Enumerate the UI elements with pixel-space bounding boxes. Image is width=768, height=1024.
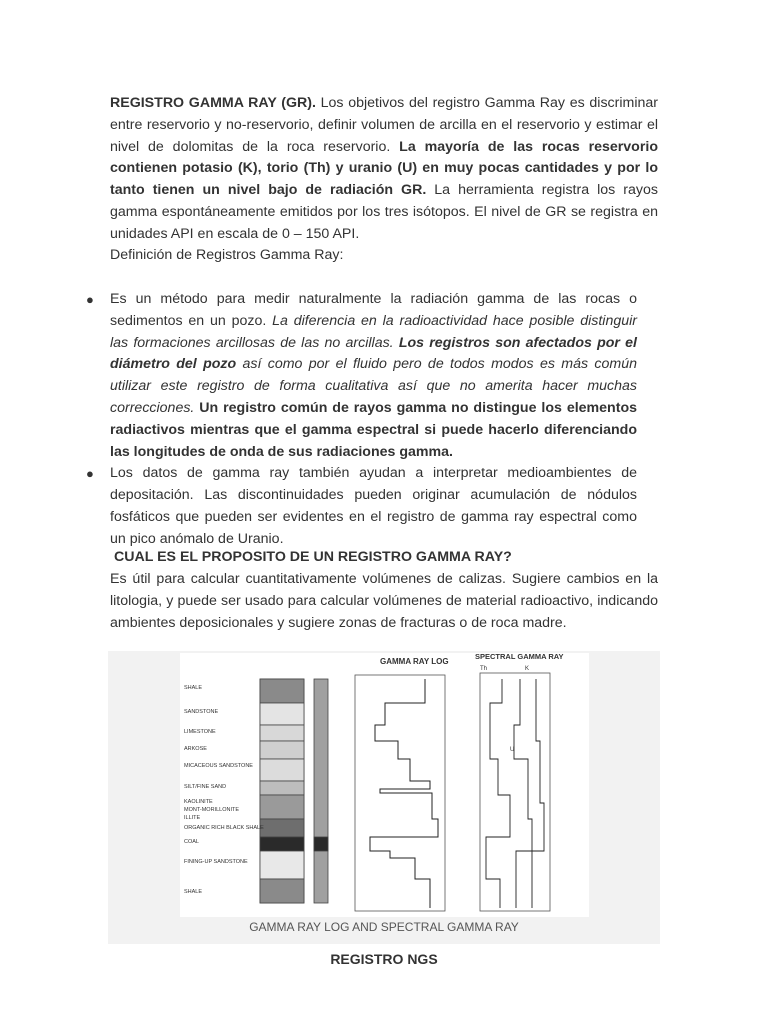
spectral-title: SPECTRAL GAMMA RAY (475, 653, 564, 661)
lithology-labels (184, 685, 264, 895)
lithology-label: ARKOSE (184, 746, 207, 752)
figure (108, 651, 660, 944)
spectral-label-u: U (510, 747, 515, 753)
lithology-label: SHALE (184, 889, 203, 895)
lithology-label: COAL (184, 839, 199, 845)
lithology-label: ORGANIC RICH BLACK SHALE (184, 825, 264, 831)
section-heading: CUAL ES EL PROPOSITO DE UN REGISTRO GAMMA RAY? (114, 549, 512, 565)
bullet-list (86, 289, 637, 551)
lithology-label: SHALE (184, 685, 203, 691)
gamma-ray-log-image (180, 653, 589, 917)
lithology-label: KAOLINITE (184, 799, 213, 805)
lithology-label: ILLITE (184, 815, 201, 821)
lithology-label: MONT-MORILLONITE (184, 807, 240, 813)
borehole-column (314, 679, 328, 903)
section-heading-ngs: REGISTRO NGS (330, 951, 438, 967)
gamma-log-title: GAMMA RAY LOG (380, 657, 449, 666)
purpose-paragraph: Es útil para calcular cuantitativamente volúmenes de calizas. Sugiere cambios en la litologia, y puede ser usado para calcular volúmenes de material radioactivo, indicando ambientes deposicionales y sugiere zonas de fracturas o de roca madre. (110, 571, 658, 631)
gamma-log-curve (370, 679, 438, 908)
intro-paragraph: REGISTRO GAMMA RAY (GR). Los objetivos del registro Gamma Ray es discriminar entre reservorio y no-reservorio, definir volumen de arcilla en el reservorio y estimar el nivel de dolomitas de la roca reservorio. La mayoría de las rocas reservorio contienen potasio (K), torio (Th) y uranio (U) en muy pocas cantidades y por lo tanto tienen un nivel bajo de radiación GR. La herramienta registra los rayos gamma espontáneamente emitidos por los tres isótopos. El nivel de GR se registra en unidades API en escala de 0 – 150 API. (110, 95, 658, 242)
section-title: REGISTRO GAMMA RAY (GR). (110, 95, 316, 111)
list-item: ● Los datos de gamma ray también ayudan a interpretar medioambientes de depositación. Las discontinuidades pueden originar acumulación de nódulos fosfáticos que pueden ser evidentes en el registro de gamma ray espectral como un pico anómalo de Uranio. (86, 465, 637, 547)
lithology-column (260, 679, 304, 903)
spectral-label-k: K (525, 666, 530, 672)
definition-label: Definición de Registros Gamma Ray: (110, 247, 344, 263)
lithology-label: LIMESTONE (184, 729, 216, 735)
lithology-label: SILT/FINE SAND (184, 784, 227, 790)
bullet-icon: ● (86, 466, 94, 482)
lithology-label: FINING-UP SANDSTONE (184, 859, 248, 865)
spectral-label-th: Th (480, 666, 488, 672)
lithology-label: SANDSTONE (184, 709, 219, 715)
figure-caption: GAMMA RAY LOG AND SPECTRAL GAMMA RAY (249, 920, 519, 934)
bullet-icon: ● (86, 292, 94, 307)
list-item: ● Es un método para medir naturalmente la radiación gamma de las rocas o sedimentos en un pozo. La diferencia en la radioactividad hace posible distinguir las formaciones arcillosas de las no arcillas. Los registros son afectados por el diámetro del pozo así como por el fluido pero de todos modos es más común utilizar este registro de forma cualitativa así que no amerita hacer muchas correcciones. Un registro común de rayos gamma no distingue los elementos radiactivos mientras que el gamma espectral si puede hacerlo diferenciando las longitudes de onda de sus radiaciones gamma. (86, 291, 637, 460)
lithology-label: MICACEOUS SANDSTONE (184, 763, 253, 769)
